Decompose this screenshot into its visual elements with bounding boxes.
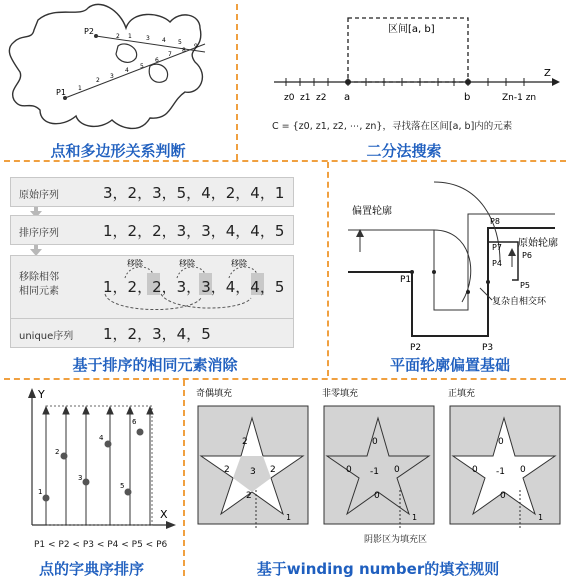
p1-label: P1 bbox=[56, 88, 66, 97]
svg-text:P7: P7 bbox=[492, 243, 502, 252]
row-sorted bbox=[10, 215, 294, 245]
polygon-caption: 点和多边形关系判断 bbox=[50, 142, 186, 160]
svg-text:0: 0 bbox=[346, 465, 352, 475]
winding-title-2: 非零填充 bbox=[322, 389, 359, 399]
binary-caption: 二分法搜索 bbox=[366, 142, 442, 160]
lexi-panel bbox=[0, 380, 183, 580]
svg-text:0: 0 bbox=[498, 437, 504, 447]
svg-text:2: 2 bbox=[270, 465, 276, 475]
row-unique bbox=[10, 318, 294, 348]
ray-num-4: 4 bbox=[125, 67, 129, 74]
svg-text:2: 2 bbox=[224, 465, 230, 475]
row-label-unique: unique序列 bbox=[19, 331, 74, 342]
ray-num-9: 9 bbox=[194, 43, 198, 50]
row-values-remove: 1，2，2，3，3，4，4，5 bbox=[103, 278, 285, 296]
svg-text:z1: z1 bbox=[300, 93, 311, 103]
svg-text:1: 1 bbox=[538, 513, 544, 522]
row-label-original: 原始序列 bbox=[19, 190, 59, 201]
svg-text:P4: P4 bbox=[492, 259, 502, 268]
shade-note: 阴影区为填充区 bbox=[364, 535, 428, 545]
svg-text:2: 2 bbox=[246, 491, 252, 501]
svg-text:0: 0 bbox=[394, 465, 400, 475]
svg-text:P8: P8 bbox=[490, 217, 500, 226]
ray-num-8: 8 bbox=[182, 47, 186, 54]
row-original bbox=[10, 177, 294, 207]
original-label: 原始轮廓 bbox=[518, 238, 558, 249]
dedup-caption: 基于排序的相同元素消除 bbox=[72, 356, 238, 374]
point-b bbox=[465, 79, 471, 85]
binary-formula: C = {z0, z1, z2, ⋯, zn}，寻找落在区间[a, b]内的元素 bbox=[272, 121, 513, 132]
svg-text:Zn-1 zn: Zn-1 zn bbox=[502, 93, 537, 103]
polygon-diagram bbox=[0, 0, 236, 160]
ray-num-1: 1 bbox=[78, 85, 82, 92]
axis-z: Z bbox=[544, 68, 551, 79]
winding-panel bbox=[186, 380, 570, 580]
p2-label: P2 bbox=[84, 27, 94, 36]
ray-num-6: 6 bbox=[155, 57, 159, 64]
svg-text:1: 1 bbox=[412, 513, 418, 522]
x-axis-label: X bbox=[160, 508, 168, 521]
row-values-original: 3，2，3，5，4，2，4，1 bbox=[103, 184, 285, 202]
lexi-diagram bbox=[0, 380, 183, 550]
offset-label: 偏置轮廓 bbox=[352, 206, 392, 217]
lexi-caption: 点的字典序排序 bbox=[38, 560, 144, 578]
svg-text:z0: z0 bbox=[284, 93, 295, 103]
order-text: P1 < P2 < P3 < P4 < P5 < P6 bbox=[34, 540, 168, 550]
remove-label-2: 移除 bbox=[179, 259, 195, 268]
p2-point bbox=[94, 34, 98, 38]
y-axis-label: Y bbox=[38, 388, 45, 401]
svg-text:P2: P2 bbox=[410, 343, 422, 353]
polygon-panel bbox=[0, 0, 236, 160]
complex-label: 复杂自相交环 bbox=[492, 297, 547, 307]
svg-text:-1: -1 bbox=[370, 467, 379, 477]
svg-text:2: 2 bbox=[242, 437, 248, 447]
svg-text:P3: P3 bbox=[482, 343, 494, 353]
winding-caption: 基于winding number的填充规则 bbox=[256, 560, 500, 578]
winding-title-3: 正填充 bbox=[448, 389, 476, 399]
ray-num-7: 7 bbox=[168, 51, 172, 58]
svg-text:P6: P6 bbox=[522, 251, 532, 260]
point-a bbox=[345, 79, 351, 85]
row-label-remove: 移除相邻 相同元素 bbox=[19, 272, 59, 297]
label-b: b bbox=[464, 92, 471, 103]
svg-text:0: 0 bbox=[372, 437, 378, 447]
svg-text:3: 3 bbox=[250, 467, 256, 477]
binary-diagram bbox=[238, 0, 570, 160]
svg-text:5: 5 bbox=[178, 39, 182, 46]
ray-num-5: 5 bbox=[140, 63, 144, 70]
remove-label-1: 移除 bbox=[127, 259, 143, 268]
svg-text:P1: P1 bbox=[400, 275, 412, 285]
label-a: a bbox=[344, 92, 351, 103]
svg-text:4: 4 bbox=[162, 37, 166, 44]
svg-text:0: 0 bbox=[374, 491, 380, 501]
svg-text:6: 6 bbox=[132, 418, 137, 426]
svg-text:0: 0 bbox=[520, 465, 526, 475]
ray-num-2: 2 bbox=[96, 77, 100, 84]
row-remove bbox=[10, 255, 294, 319]
svg-text:2: 2 bbox=[55, 448, 60, 456]
row-values-sorted: 1，2，2，3，3，4，4，5 bbox=[103, 222, 285, 240]
svg-text:P5: P5 bbox=[520, 281, 530, 290]
row-label-sorted: 排序序列 bbox=[19, 228, 59, 239]
svg-text:2: 2 bbox=[116, 33, 120, 40]
svg-text:5: 5 bbox=[120, 482, 125, 490]
divider-v2 bbox=[327, 162, 329, 376]
svg-text:1: 1 bbox=[38, 488, 43, 496]
row-values-unique: 1，2，3，4，5 bbox=[103, 325, 211, 343]
offset-panel bbox=[330, 162, 570, 378]
svg-text:1: 1 bbox=[128, 33, 132, 40]
interval-label: 区间[a, b] bbox=[388, 24, 435, 35]
binary-panel bbox=[238, 0, 570, 160]
svg-text:1: 1 bbox=[286, 513, 292, 522]
ray-num-3: 3 bbox=[110, 73, 114, 80]
offset-caption: 平面轮廓偏置基础 bbox=[389, 356, 510, 374]
svg-text:3: 3 bbox=[78, 474, 83, 482]
winding-diagram bbox=[186, 380, 570, 550]
remove-label-3: 移除 bbox=[231, 259, 247, 268]
svg-text:0: 0 bbox=[500, 491, 506, 501]
svg-text:3: 3 bbox=[146, 35, 150, 42]
svg-text:0: 0 bbox=[472, 465, 478, 475]
offset-diagram bbox=[330, 162, 570, 378]
winding-title-1: 奇偶填充 bbox=[196, 389, 233, 399]
svg-text:4: 4 bbox=[99, 434, 104, 442]
dedup-panel bbox=[0, 162, 326, 378]
divider-v3 bbox=[183, 380, 185, 576]
svg-text:-1: -1 bbox=[496, 467, 505, 477]
svg-text:z2: z2 bbox=[316, 93, 327, 103]
